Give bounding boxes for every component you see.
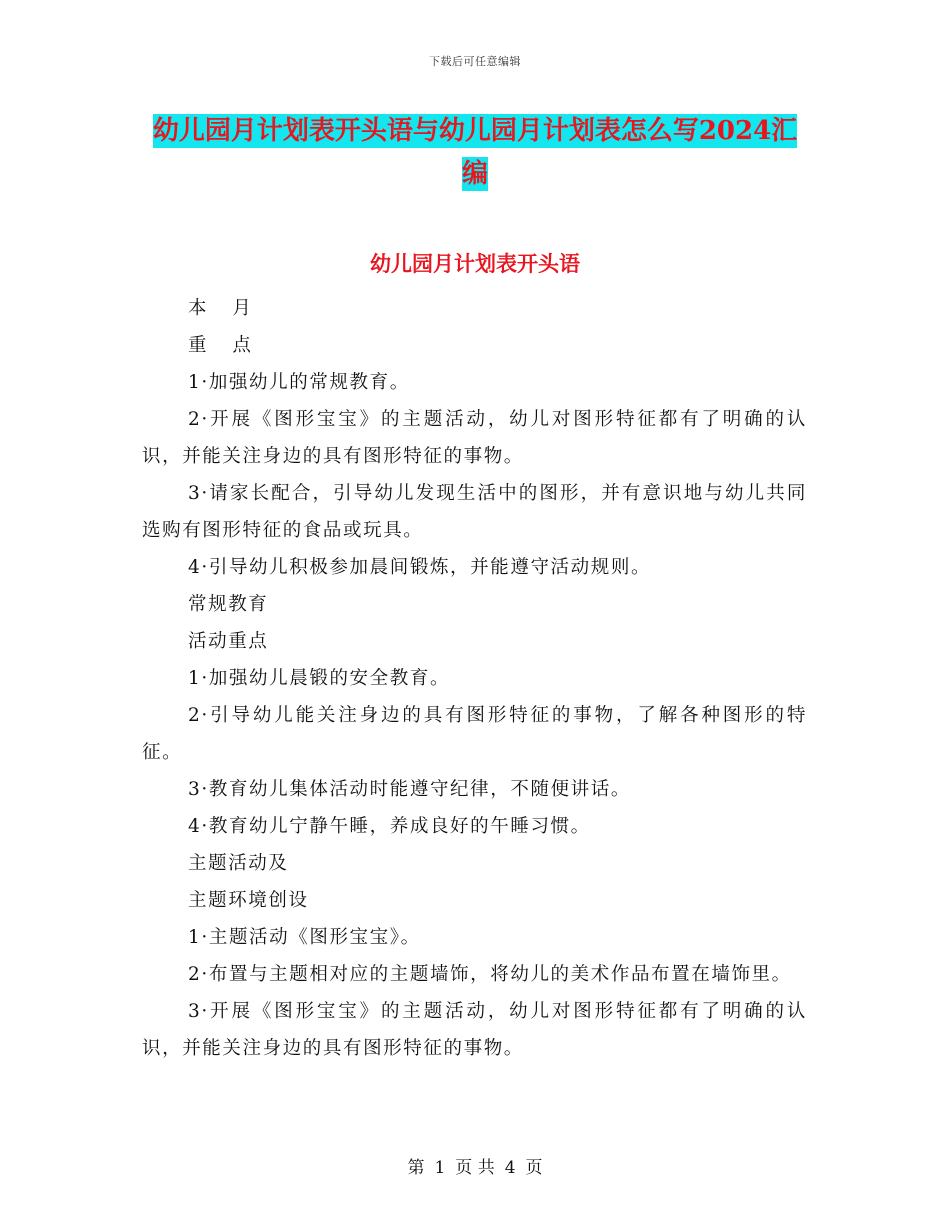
- paragraph: 1·加强幼儿的常规教育。: [188, 372, 410, 393]
- paragraph: 2·布置与主题相对应的主题墙饰，将幼儿的美术作品布置在墙饰里。: [188, 964, 792, 985]
- paragraph: 重 点: [188, 335, 261, 356]
- page-label-suffix: 页: [525, 1158, 543, 1178]
- section-title: 幼儿园月计划表开头语: [370, 251, 580, 276]
- paragraph: 主题环境创设: [188, 890, 309, 911]
- page-footer: [0, 1153, 950, 1178]
- paragraph: 4·引导幼儿积极参加晨间锻炼，并能遵守活动规则。: [188, 557, 652, 578]
- paragraph: 4·教育幼儿宁静午睡，养成良好的午睡习惯。: [188, 816, 591, 837]
- page-label-prefix: 第: [407, 1158, 425, 1178]
- paragraph: 3·开展《图形宝宝》的主题活动，幼儿对图形特征都有了明确的认识，并能关注身边的具有图形特征的事物。: [142, 1001, 807, 1059]
- paragraph: 3·教育幼儿集体活动时能遵守纪律，不随便讲话。: [188, 779, 631, 800]
- page-current: 1: [434, 1158, 446, 1178]
- paragraph: 活动重点: [188, 631, 269, 652]
- paragraph: 主题活动及: [188, 853, 289, 874]
- document-title: [140, 110, 810, 196]
- page-label-mid: 页 共: [455, 1158, 495, 1178]
- document-title-text: 幼儿园月计划表开头语与幼儿园月计划表怎么写2024汇编: [152, 116, 798, 189]
- paragraph: 本 月: [188, 298, 261, 319]
- document-body: [142, 290, 807, 1067]
- paragraph: 2·开展《图形宝宝》的主题活动，幼儿对图形特征都有了明确的认识，并能关注身边的具有图形特征的事物。: [142, 409, 807, 467]
- paragraph: 1·主题活动《图形宝宝》。: [188, 927, 421, 948]
- paragraph: 常规教育: [188, 594, 269, 615]
- header-note: 下载后可任意编辑: [429, 55, 521, 68]
- paragraph: 1·加强幼儿晨锻的安全教育。: [188, 668, 451, 689]
- paragraph: 3·请家长配合，引导幼儿发现生活中的图形，并有意识地与幼儿共同选购有图形特征的食品或玩具。: [142, 483, 807, 541]
- paragraph: 2·引导幼儿能关注身边的具有图形特征的事物，了解各种图形的特征。: [142, 705, 807, 763]
- page-total: 4: [504, 1158, 516, 1178]
